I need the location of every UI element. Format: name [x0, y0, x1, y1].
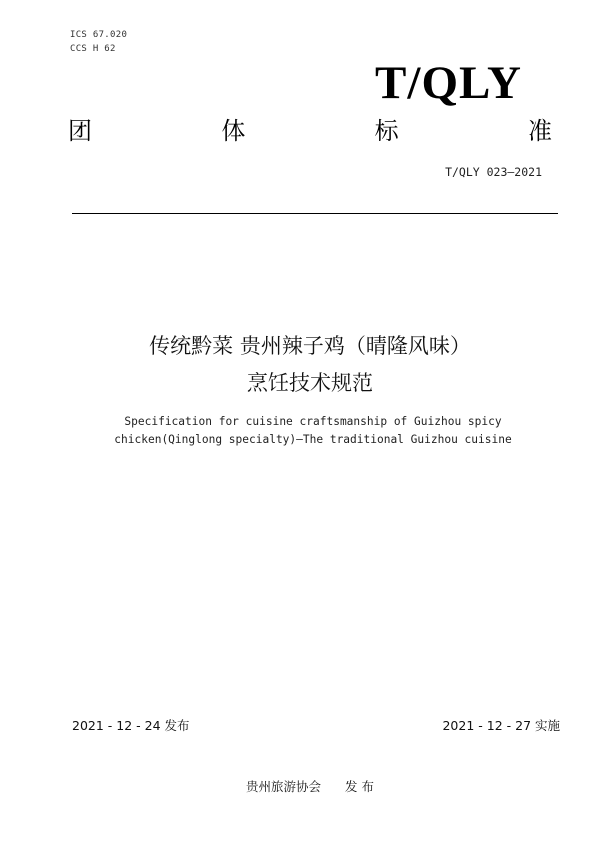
title-english-line-2: chicken(Qinglong specialty)—The traditional Guizhou cuisine [114, 433, 512, 446]
title-english-line-1: Specification for cuisine craftsmanship of Guizhou spicy [124, 415, 502, 428]
standard-logo: T/QLY [375, 57, 522, 109]
publisher-action: 发 布 [345, 779, 374, 794]
header-divider [72, 213, 558, 214]
issue-date: 2021 - 12 - 24 发布 [72, 718, 190, 733]
publisher-name: 贵州旅游协会 [246, 779, 322, 794]
ics-code: ICS 67.020 [70, 30, 128, 40]
standard-number: T/QLY 023—2021 [445, 165, 542, 179]
standard-type-char: 准 [527, 117, 552, 145]
standard-type-heading [68, 116, 552, 146]
title-chinese-line-2: 烹饪技术规范 [247, 371, 373, 395]
standard-type-char: 标 [374, 117, 399, 145]
title-chinese-line-1: 传统黔菜 贵州辣子鸡（晴隆风味） [149, 334, 471, 358]
publisher [0, 777, 600, 795]
standard-type-char: 团 [68, 117, 92, 145]
ccs-code: CCS H 62 [70, 44, 116, 54]
standard-type-char: 体 [221, 117, 246, 145]
implementation-date: 2021 - 12 - 27 实施 [442, 718, 560, 733]
